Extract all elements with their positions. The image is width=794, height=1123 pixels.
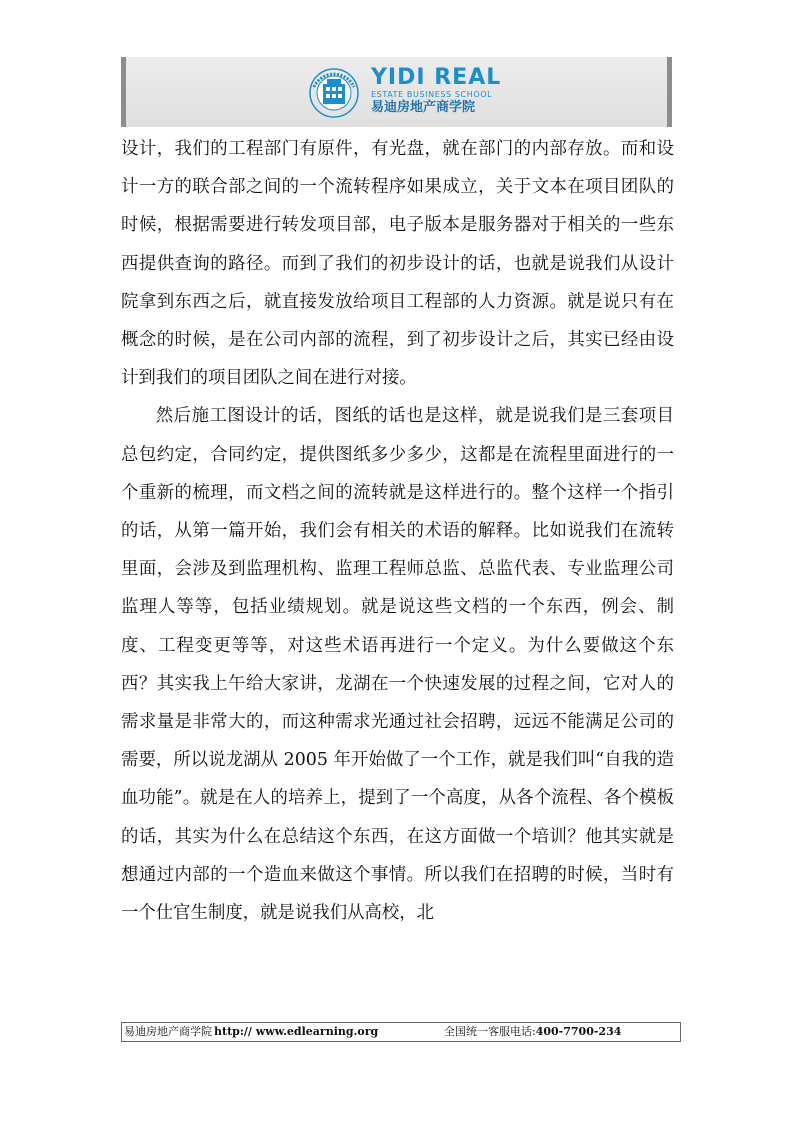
brand-name: YIDI REAL: [371, 65, 502, 90]
paragraph-2: 然后施工图设计的话，图纸的话也是这样，就是说我们是三套项目总包约定，合同约定，提供图纸多少多少，这都是在流程里面进行的一个重新的梳理，而文档之间的流转就是这样进行的。整个这样一个指引的话，从第一篇开始，我们会有相关的术语的解释。比如说我们在流转里面，会涉及到监理机构、监理工程师总监、总监代表、专业监理公司监理人等等，包括业绩规划。就是说这些文档的一个东西，例会、制度、工程变更等等，对这些术语再进行一个定义。为什么要做这个东西？其实我上午给大家讲，龙湖在一个快速发展的过程之间，它对人的需求量是非常大的，而这种需求光通过社会招聘，远远不能满足公司的需要，所以说龙湖从 2005 年开始做了一个工作，就是我们叫“自我的造血功能”。就是在人的培养上，提到了一个高度，从各个流程、各个模板的话，其实为什么在总结这个东西，在这方面做一个培训？他其实就是想通过内部的一个造血来做这个事情。所以我们在招聘的时候，当时有一个仕官生制度，就是说我们从高校，北: [121, 406, 674, 924]
footer-service: [444, 1023, 621, 1041]
footer-service-label: 全国统一客服电话:: [444, 1025, 536, 1038]
header-banner: [121, 57, 672, 127]
page-footer: [121, 1022, 681, 1042]
footer-school-name: 易迪房地产商学院: [124, 1025, 212, 1038]
brand-block: [371, 67, 501, 116]
document-body: [121, 130, 674, 932]
brand-chinese-name: 易迪房地产商学院: [371, 100, 476, 115]
footer-url-link[interactable]: http:// www.edlearning.org: [214, 1025, 379, 1038]
school-logo: [306, 67, 366, 119]
paragraph-1: 设计，我们的工程部门有原件，有光盘，就在部门的内部存放。而和设计一方的联合部之间的一个流转程序如果成立，关于文本在项目团队的时候，根据需要进行转发项目部，电子版本是服务器对于相关的一些东西提供查询的路径。而到了我们的初步设计的话，也就是说我们从设计院拿到东西之后，就直接发放给项目工程部的人力资源。就是说只有在概念的时候，是在公司内部的流程，到了初步设计之后，其实已经由设计到我们的项目团队之间在进行对接。: [121, 139, 674, 389]
brand-subtitle: ESTATE BUSINESS SCHOOL: [371, 90, 493, 99]
building-emblem-icon: [306, 67, 366, 119]
footer-phone: 400-7700-234: [535, 1025, 622, 1038]
